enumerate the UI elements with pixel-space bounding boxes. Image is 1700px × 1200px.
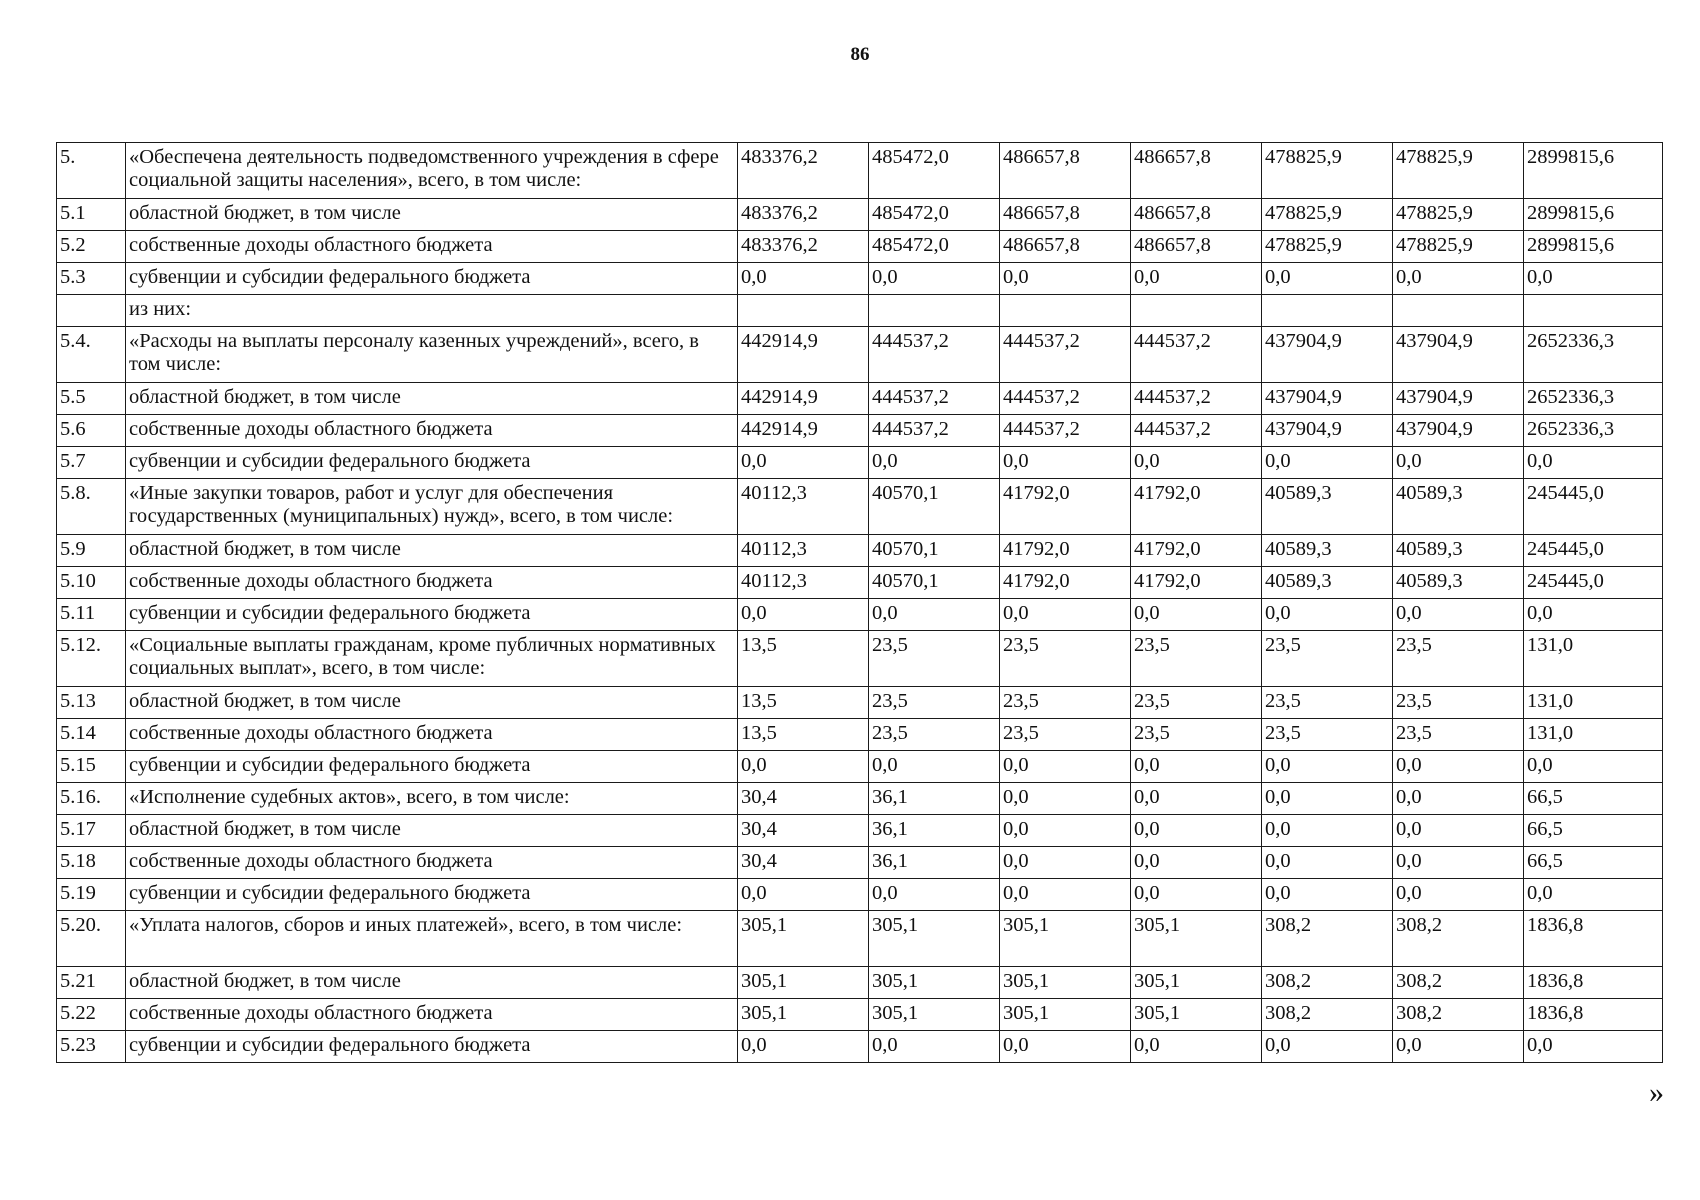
table-row — [57, 687, 1663, 719]
table-row — [57, 631, 1663, 687]
value-cell: 0,0 — [1131, 815, 1262, 847]
value-cell — [1393, 295, 1524, 327]
value-cell: 305,1 — [1000, 967, 1131, 999]
value-cell: 0,0 — [1000, 815, 1131, 847]
value-cell: 23,5 — [1000, 687, 1131, 719]
value-cell: 308,2 — [1393, 967, 1524, 999]
value-cell: 40570,1 — [869, 567, 1000, 599]
table-row — [57, 847, 1663, 879]
value-cell: 444537,2 — [1000, 415, 1131, 447]
row-number: 5.14 — [57, 719, 126, 751]
value-cell: 485472,0 — [869, 199, 1000, 231]
value-cell: 0,0 — [1524, 447, 1663, 479]
table-row — [57, 967, 1663, 999]
row-number: 5.7 — [57, 447, 126, 479]
value-cell: 444537,2 — [1131, 383, 1262, 415]
value-cell: 0,0 — [1000, 447, 1131, 479]
value-cell: 0,0 — [738, 879, 869, 911]
value-cell: 66,5 — [1524, 783, 1663, 815]
value-cell: 437904,9 — [1393, 327, 1524, 383]
row-number: 5. — [57, 143, 126, 199]
value-cell: 486657,8 — [1000, 231, 1131, 263]
row-description: собственные доходы областного бюджета — [126, 415, 738, 447]
value-cell: 0,0 — [1524, 1031, 1663, 1063]
table-row — [57, 719, 1663, 751]
row-number: 5.2 — [57, 231, 126, 263]
row-number: 5.1 — [57, 199, 126, 231]
row-number: 5.11 — [57, 599, 126, 631]
row-number: 5.20. — [57, 911, 126, 967]
row-number: 5.22 — [57, 999, 126, 1031]
value-cell: 36,1 — [869, 783, 1000, 815]
value-cell: 483376,2 — [738, 231, 869, 263]
value-cell: 437904,9 — [1393, 415, 1524, 447]
value-cell: 13,5 — [738, 631, 869, 687]
value-cell: 444537,2 — [1131, 415, 1262, 447]
value-cell: 40570,1 — [869, 479, 1000, 535]
value-cell: 0,0 — [1393, 847, 1524, 879]
value-cell: 305,1 — [738, 911, 869, 967]
row-description: субвенции и субсидии федерального бюджета — [126, 263, 738, 295]
value-cell: 245445,0 — [1524, 479, 1663, 535]
value-cell: 437904,9 — [1262, 383, 1393, 415]
row-number: 5.21 — [57, 967, 126, 999]
row-number: 5.4. — [57, 327, 126, 383]
row-number: 5.23 — [57, 1031, 126, 1063]
value-cell: 41792,0 — [1131, 567, 1262, 599]
value-cell: 308,2 — [1262, 911, 1393, 967]
value-cell: 0,0 — [738, 1031, 869, 1063]
value-cell: 305,1 — [738, 999, 869, 1031]
value-cell: 0,0 — [1262, 879, 1393, 911]
value-cell: 131,0 — [1524, 687, 1663, 719]
value-cell: 1836,8 — [1524, 999, 1663, 1031]
value-cell: 23,5 — [869, 687, 1000, 719]
table-row — [57, 815, 1663, 847]
value-cell: 23,5 — [1131, 687, 1262, 719]
value-cell: 305,1 — [1000, 911, 1131, 967]
value-cell: 41792,0 — [1000, 479, 1131, 535]
table-row — [57, 999, 1663, 1031]
table-row — [57, 327, 1663, 383]
table-row — [57, 231, 1663, 263]
value-cell: 13,5 — [738, 687, 869, 719]
value-cell: 0,0 — [869, 263, 1000, 295]
value-cell: 0,0 — [1131, 783, 1262, 815]
value-cell: 0,0 — [1131, 847, 1262, 879]
value-cell: 0,0 — [869, 1031, 1000, 1063]
value-cell: 1836,8 — [1524, 967, 1663, 999]
value-cell: 0,0 — [1262, 815, 1393, 847]
row-description: субвенции и субсидии федерального бюджета — [126, 751, 738, 783]
value-cell: 0,0 — [1524, 879, 1663, 911]
row-number: 5.6 — [57, 415, 126, 447]
row-number: 5.16. — [57, 783, 126, 815]
table-row — [57, 479, 1663, 535]
value-cell: 305,1 — [1131, 999, 1262, 1031]
value-cell: 30,4 — [738, 847, 869, 879]
value-cell — [1262, 295, 1393, 327]
value-cell: 0,0 — [1393, 751, 1524, 783]
value-cell: 23,5 — [1262, 719, 1393, 751]
value-cell: 305,1 — [869, 999, 1000, 1031]
value-cell: 2899815,6 — [1524, 143, 1663, 199]
value-cell: 486657,8 — [1000, 143, 1131, 199]
value-cell: 13,5 — [738, 719, 869, 751]
value-cell: 40589,3 — [1262, 479, 1393, 535]
value-cell: 36,1 — [869, 847, 1000, 879]
value-cell: 0,0 — [738, 751, 869, 783]
value-cell: 437904,9 — [1262, 327, 1393, 383]
value-cell: 0,0 — [1262, 847, 1393, 879]
value-cell: 444537,2 — [869, 383, 1000, 415]
row-description: областной бюджет, в том числе — [126, 815, 738, 847]
value-cell: 40112,3 — [738, 567, 869, 599]
value-cell: 40112,3 — [738, 535, 869, 567]
value-cell: 0,0 — [1393, 1031, 1524, 1063]
table-row — [57, 751, 1663, 783]
value-cell: 66,5 — [1524, 847, 1663, 879]
row-number: 5.5 — [57, 383, 126, 415]
row-number: 5.8. — [57, 479, 126, 535]
value-cell: 30,4 — [738, 783, 869, 815]
value-cell: 0,0 — [738, 599, 869, 631]
row-description: собственные доходы областного бюджета — [126, 567, 738, 599]
value-cell: 40589,3 — [1393, 479, 1524, 535]
value-cell: 478825,9 — [1262, 231, 1393, 263]
value-cell: 305,1 — [1131, 967, 1262, 999]
value-cell: 23,5 — [1000, 631, 1131, 687]
value-cell — [1524, 295, 1663, 327]
value-cell: 0,0 — [1393, 599, 1524, 631]
value-cell: 0,0 — [1393, 879, 1524, 911]
value-cell: 23,5 — [1131, 719, 1262, 751]
table-row — [57, 911, 1663, 967]
row-number: 5.12. — [57, 631, 126, 687]
table-row — [57, 415, 1663, 447]
value-cell: 40589,3 — [1393, 535, 1524, 567]
table-row — [57, 1031, 1663, 1063]
value-cell: 131,0 — [1524, 631, 1663, 687]
value-cell: 2899815,6 — [1524, 199, 1663, 231]
value-cell: 0,0 — [1393, 815, 1524, 847]
row-description: из них: — [126, 295, 738, 327]
value-cell: 0,0 — [1262, 447, 1393, 479]
value-cell: 486657,8 — [1131, 231, 1262, 263]
table-row — [57, 567, 1663, 599]
value-cell: 437904,9 — [1393, 383, 1524, 415]
value-cell: 0,0 — [1393, 447, 1524, 479]
value-cell: 0,0 — [869, 751, 1000, 783]
value-cell: 478825,9 — [1262, 143, 1393, 199]
value-cell: 0,0 — [1000, 263, 1131, 295]
value-cell — [738, 295, 869, 327]
table-row — [57, 783, 1663, 815]
value-cell: 0,0 — [1131, 447, 1262, 479]
value-cell: 0,0 — [1131, 751, 1262, 783]
value-cell: 0,0 — [1000, 1031, 1131, 1063]
value-cell: 40589,3 — [1393, 567, 1524, 599]
row-description: «Иные закупки товаров, работ и услуг для обеспечения государственных (муниципальных) нужд», всего, в том числе: — [126, 479, 738, 535]
value-cell: 0,0 — [738, 263, 869, 295]
table-row — [57, 295, 1663, 327]
row-number: 5.13 — [57, 687, 126, 719]
value-cell: 305,1 — [738, 967, 869, 999]
value-cell: 0,0 — [738, 447, 869, 479]
value-cell: 0,0 — [1131, 1031, 1262, 1063]
value-cell: 444537,2 — [869, 415, 1000, 447]
value-cell: 308,2 — [1393, 911, 1524, 967]
row-description: областной бюджет, в том числе — [126, 199, 738, 231]
value-cell: 2652336,3 — [1524, 327, 1663, 383]
value-cell: 40589,3 — [1262, 567, 1393, 599]
value-cell: 0,0 — [1000, 751, 1131, 783]
value-cell: 305,1 — [1000, 999, 1131, 1031]
row-description: «Расходы на выплаты персоналу казенных учреждений», всего, в том числе: — [126, 327, 738, 383]
row-number: 5.18 — [57, 847, 126, 879]
row-number: 5.19 — [57, 879, 126, 911]
value-cell: 0,0 — [1524, 751, 1663, 783]
table-row — [57, 879, 1663, 911]
row-number: 5.15 — [57, 751, 126, 783]
value-cell: 0,0 — [869, 447, 1000, 479]
value-cell: 0,0 — [1131, 599, 1262, 631]
value-cell: 66,5 — [1524, 815, 1663, 847]
table-row — [57, 143, 1663, 199]
value-cell: 305,1 — [1131, 911, 1262, 967]
value-cell: 0,0 — [1262, 263, 1393, 295]
budget-table-body — [57, 143, 1663, 1063]
value-cell: 23,5 — [1393, 687, 1524, 719]
row-description: «Исполнение судебных актов», всего, в том числе: — [126, 783, 738, 815]
table-row — [57, 535, 1663, 567]
value-cell: 485472,0 — [869, 231, 1000, 263]
row-description: «Социальные выплаты гражданам, кроме публичных нормативных социальных выплат», всего, в том числе: — [126, 631, 738, 687]
budget-table — [56, 142, 1663, 1063]
value-cell: 444537,2 — [1131, 327, 1262, 383]
row-number: 5.3 — [57, 263, 126, 295]
row-description: собственные доходы областного бюджета — [126, 847, 738, 879]
value-cell: 483376,2 — [738, 199, 869, 231]
value-cell: 0,0 — [869, 599, 1000, 631]
row-description: областной бюджет, в том числе — [126, 535, 738, 567]
value-cell: 23,5 — [1262, 687, 1393, 719]
value-cell: 483376,2 — [738, 143, 869, 199]
value-cell: 40112,3 — [738, 479, 869, 535]
table-row — [57, 447, 1663, 479]
value-cell: 442914,9 — [738, 383, 869, 415]
value-cell: 478825,9 — [1393, 199, 1524, 231]
closing-quote-mark: » — [1649, 1076, 1664, 1109]
value-cell: 0,0 — [1000, 879, 1131, 911]
value-cell: 40589,3 — [1262, 535, 1393, 567]
value-cell: 444537,2 — [869, 327, 1000, 383]
row-description: собственные доходы областного бюджета — [126, 719, 738, 751]
value-cell: 0,0 — [1262, 751, 1393, 783]
value-cell — [1131, 295, 1262, 327]
row-number: 5.17 — [57, 815, 126, 847]
table-row — [57, 263, 1663, 295]
value-cell: 308,2 — [1393, 999, 1524, 1031]
value-cell: 0,0 — [1393, 263, 1524, 295]
table-row — [57, 383, 1663, 415]
row-description: областной бюджет, в том числе — [126, 383, 738, 415]
value-cell — [1000, 295, 1131, 327]
value-cell: 305,1 — [869, 967, 1000, 999]
value-cell: 485472,0 — [869, 143, 1000, 199]
value-cell: 0,0 — [1524, 599, 1663, 631]
value-cell: 23,5 — [1393, 719, 1524, 751]
value-cell: 23,5 — [869, 631, 1000, 687]
row-description: субвенции и субсидии федерального бюджета — [126, 1031, 738, 1063]
row-description: «Обеспечена деятельность подведомственного учреждения в сфере социальной защиты населения», всего, в том числе: — [126, 143, 738, 199]
value-cell: 41792,0 — [1000, 567, 1131, 599]
row-description: собственные доходы областного бюджета — [126, 999, 738, 1031]
value-cell: 0,0 — [869, 879, 1000, 911]
value-cell — [869, 295, 1000, 327]
value-cell: 0,0 — [1131, 879, 1262, 911]
value-cell: 0,0 — [1000, 783, 1131, 815]
row-description: собственные доходы областного бюджета — [126, 231, 738, 263]
row-description: областной бюджет, в том числе — [126, 687, 738, 719]
row-number: 5.9 — [57, 535, 126, 567]
row-description: субвенции и субсидии федерального бюджета — [126, 599, 738, 631]
value-cell: 486657,8 — [1131, 143, 1262, 199]
value-cell: 486657,8 — [1000, 199, 1131, 231]
table-row — [57, 599, 1663, 631]
value-cell: 478825,9 — [1393, 231, 1524, 263]
value-cell: 1836,8 — [1524, 911, 1663, 967]
row-description: субвенции и субсидии федерального бюджета — [126, 879, 738, 911]
value-cell: 41792,0 — [1131, 479, 1262, 535]
value-cell: 2899815,6 — [1524, 231, 1663, 263]
value-cell: 308,2 — [1262, 999, 1393, 1031]
value-cell: 478825,9 — [1262, 199, 1393, 231]
value-cell: 2652336,3 — [1524, 415, 1663, 447]
value-cell: 0,0 — [1393, 783, 1524, 815]
value-cell: 131,0 — [1524, 719, 1663, 751]
value-cell: 23,5 — [869, 719, 1000, 751]
value-cell: 305,1 — [869, 911, 1000, 967]
value-cell: 40570,1 — [869, 535, 1000, 567]
value-cell: 0,0 — [1524, 263, 1663, 295]
value-cell: 0,0 — [1262, 783, 1393, 815]
value-cell: 442914,9 — [738, 415, 869, 447]
value-cell: 245445,0 — [1524, 535, 1663, 567]
row-number — [57, 295, 126, 327]
value-cell: 23,5 — [1262, 631, 1393, 687]
value-cell: 2652336,3 — [1524, 383, 1663, 415]
value-cell: 30,4 — [738, 815, 869, 847]
row-description: «Уплата налогов, сборов и иных платежей», всего, в том числе: — [126, 911, 738, 967]
value-cell: 444537,2 — [1000, 327, 1131, 383]
value-cell: 0,0 — [1000, 599, 1131, 631]
page-number: 86 — [850, 44, 870, 65]
value-cell: 0,0 — [1131, 263, 1262, 295]
row-description: субвенции и субсидии федерального бюджета — [126, 447, 738, 479]
value-cell: 486657,8 — [1131, 199, 1262, 231]
table-row — [57, 199, 1663, 231]
value-cell: 23,5 — [1000, 719, 1131, 751]
value-cell: 0,0 — [1262, 1031, 1393, 1063]
row-description: областной бюджет, в том числе — [126, 967, 738, 999]
value-cell: 444537,2 — [1000, 383, 1131, 415]
value-cell: 0,0 — [1262, 599, 1393, 631]
value-cell: 23,5 — [1131, 631, 1262, 687]
value-cell: 308,2 — [1262, 967, 1393, 999]
value-cell: 245445,0 — [1524, 567, 1663, 599]
value-cell: 437904,9 — [1262, 415, 1393, 447]
value-cell: 478825,9 — [1393, 143, 1524, 199]
value-cell: 442914,9 — [738, 327, 869, 383]
value-cell: 41792,0 — [1000, 535, 1131, 567]
value-cell: 36,1 — [869, 815, 1000, 847]
value-cell: 0,0 — [1000, 847, 1131, 879]
value-cell: 41792,0 — [1131, 535, 1262, 567]
value-cell: 23,5 — [1393, 631, 1524, 687]
row-number: 5.10 — [57, 567, 126, 599]
